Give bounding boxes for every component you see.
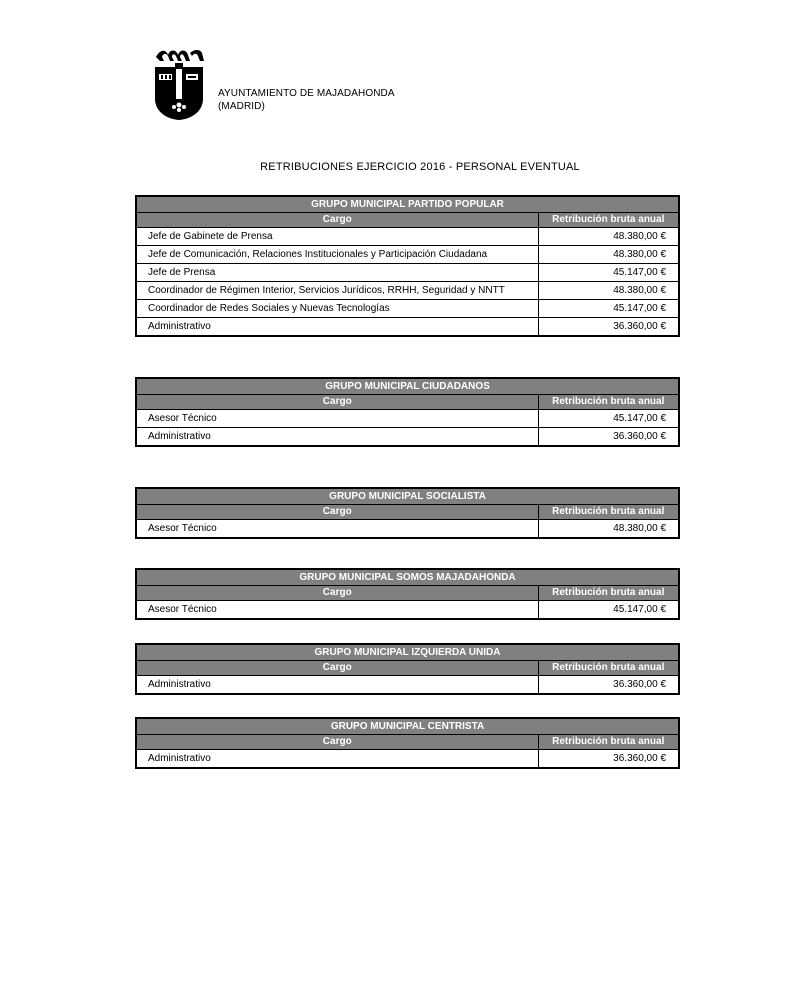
- amount-cell: 45.147,00 €: [538, 601, 679, 620]
- page-title: RETRIBUCIONES EJERCICIO 2016 - PERSONAL EVENTUAL: [260, 161, 580, 173]
- cargo-cell: Asesor Técnico: [136, 520, 538, 539]
- org-line-2: (MADRID): [218, 101, 265, 112]
- column-header-cargo: Cargo: [136, 213, 538, 228]
- table-ciudadanos: [135, 377, 680, 447]
- column-header-retribucion: Retribución bruta anual: [538, 735, 679, 750]
- amount-cell: 48.380,00 €: [538, 282, 679, 300]
- column-header-cargo: Cargo: [136, 661, 538, 676]
- cargo-cell: Asesor Técnico: [136, 601, 538, 620]
- table-row: [136, 264, 679, 282]
- column-header-retribucion: Retribución bruta anual: [538, 395, 679, 410]
- column-header-retribucion: Retribución bruta anual: [538, 661, 679, 676]
- amount-cell: 45.147,00 €: [538, 264, 679, 282]
- group-title: GRUPO MUNICIPAL SOMOS MAJADAHONDA: [136, 569, 679, 586]
- cargo-cell: Jefe de Gabinete de Prensa: [136, 228, 538, 246]
- cargo-cell: Jefe de Prensa: [136, 264, 538, 282]
- cargo-cell: Administrativo: [136, 428, 538, 447]
- column-header-cargo: Cargo: [136, 735, 538, 750]
- cargo-cell: Administrativo: [136, 750, 538, 769]
- table-row: [136, 676, 679, 695]
- group-title: GRUPO MUNICIPAL CENTRISTA: [136, 718, 679, 735]
- table-row: [136, 410, 679, 428]
- table-partido-popular: [135, 195, 680, 337]
- amount-cell: 36.360,00 €: [538, 750, 679, 769]
- cargo-cell: Asesor Técnico: [136, 410, 538, 428]
- amount-cell: 45.147,00 €: [538, 300, 679, 318]
- group-title: GRUPO MUNICIPAL SOCIALISTA: [136, 488, 679, 505]
- table-row: [136, 228, 679, 246]
- cargo-cell: Jefe de Comunicación, Relaciones Institucionales y Participación Ciudadana: [136, 246, 538, 264]
- table-socialista: [135, 487, 680, 539]
- column-header-cargo: Cargo: [136, 505, 538, 520]
- group-title: GRUPO MUNICIPAL PARTIDO POPULAR: [136, 196, 679, 213]
- amount-cell: 36.360,00 €: [538, 676, 679, 695]
- cargo-cell: Coordinador de Redes Sociales y Nuevas Tecnologías: [136, 300, 538, 318]
- amount-cell: 36.360,00 €: [538, 318, 679, 337]
- table-row: [136, 750, 679, 769]
- amount-cell: 48.380,00 €: [538, 228, 679, 246]
- organization-name: [218, 87, 395, 113]
- amount-cell: 45.147,00 €: [538, 410, 679, 428]
- majadahonda-coat-of-arms-icon: [152, 47, 206, 121]
- org-line-1: AYUNTAMIENTO DE MAJADAHONDA: [218, 88, 395, 99]
- cargo-cell: Administrativo: [136, 318, 538, 337]
- amount-cell: 36.360,00 €: [538, 428, 679, 447]
- column-header-cargo: Cargo: [136, 586, 538, 601]
- table-row: [136, 601, 679, 620]
- table-row: [136, 520, 679, 539]
- table-row: [136, 246, 679, 264]
- column-header-retribucion: Retribución bruta anual: [538, 505, 679, 520]
- amount-cell: 48.380,00 €: [538, 246, 679, 264]
- table-centrista: [135, 717, 680, 769]
- table-somos-majadahonda: [135, 568, 680, 620]
- column-header-retribucion: Retribución bruta anual: [538, 213, 679, 228]
- table-row: [136, 318, 679, 337]
- group-title: GRUPO MUNICIPAL IZQUIERDA UNIDA: [136, 644, 679, 661]
- table-izquierda-unida: [135, 643, 680, 695]
- table-row: [136, 428, 679, 447]
- cargo-cell: Coordinador de Régimen Interior, Servicios Jurídicos, RRHH, Seguridad y NNTT: [136, 282, 538, 300]
- table-row: [136, 282, 679, 300]
- column-header-cargo: Cargo: [136, 395, 538, 410]
- column-header-retribucion: Retribución bruta anual: [538, 586, 679, 601]
- cargo-cell: Administrativo: [136, 676, 538, 695]
- amount-cell: 48.380,00 €: [538, 520, 679, 539]
- table-row: [136, 300, 679, 318]
- group-title: GRUPO MUNICIPAL CIUDADANOS: [136, 378, 679, 395]
